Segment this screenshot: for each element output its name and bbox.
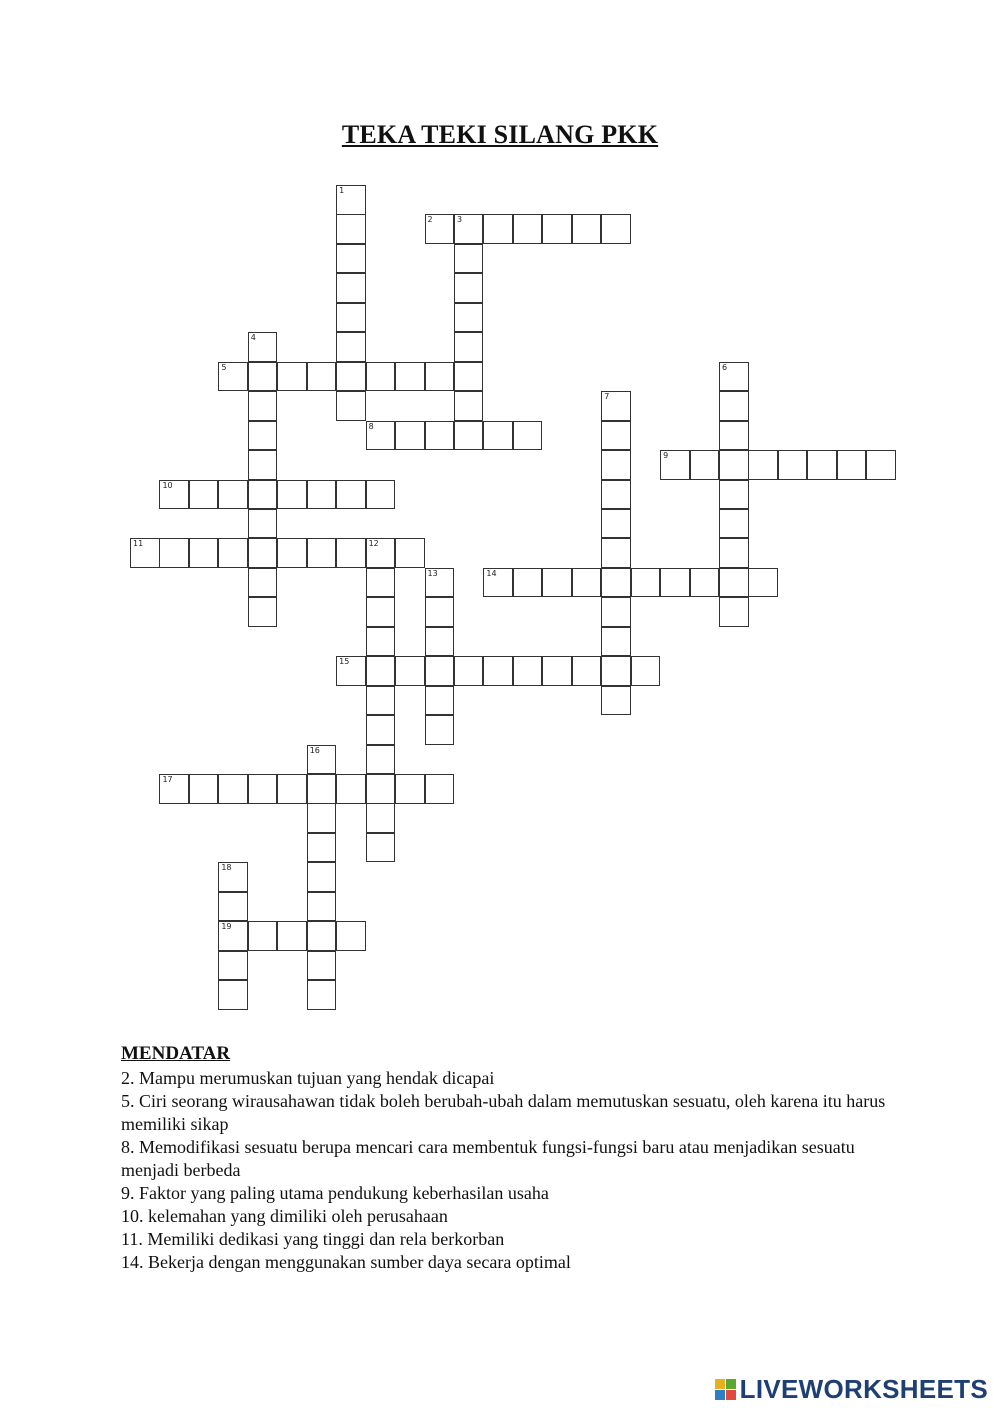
crossword-cell[interactable] (248, 774, 278, 804)
crossword-cell[interactable] (513, 568, 543, 598)
crossword-cell[interactable] (248, 450, 278, 480)
crossword-cell[interactable] (336, 185, 366, 215)
clue-number: 4 (250, 333, 256, 343)
crossword-cell[interactable] (601, 656, 631, 686)
crossword-cell[interactable] (248, 921, 278, 951)
crossword-cell[interactable] (366, 833, 396, 863)
crossword-cell[interactable] (307, 480, 337, 510)
clue-number: 11 (133, 539, 144, 549)
clue-number: 12 (368, 539, 379, 549)
crossword-cell[interactable] (248, 509, 278, 539)
crossword-cell[interactable] (248, 597, 278, 627)
crossword-cell[interactable] (189, 480, 219, 510)
crossword-cell[interactable] (248, 362, 278, 392)
crossword-cell[interactable] (336, 921, 366, 951)
crossword-cell[interactable] (601, 450, 631, 480)
crossword-cell[interactable] (336, 656, 366, 686)
crossword-cell[interactable] (366, 362, 396, 392)
crossword-cell[interactable] (218, 921, 248, 951)
crossword-cell[interactable] (395, 774, 425, 804)
crossword-cell[interactable] (189, 774, 219, 804)
crossword-cell[interactable] (572, 656, 602, 686)
crossword-cell[interactable] (277, 480, 307, 510)
clue-number: 18 (221, 863, 232, 873)
crossword-cell[interactable] (454, 656, 484, 686)
crossword-cell[interactable] (425, 774, 455, 804)
clues-section (121, 1043, 901, 1274)
crossword-cell[interactable] (366, 745, 396, 775)
crossword-cell[interactable] (307, 774, 337, 804)
crossword-cell[interactable] (483, 568, 513, 598)
crossword-cell[interactable] (601, 627, 631, 657)
crossword-cell[interactable] (159, 538, 189, 568)
crossword-cell[interactable] (601, 421, 631, 451)
clue-number: 16 (309, 745, 320, 755)
crossword-cell[interactable] (218, 980, 248, 1010)
crossword-cell[interactable] (425, 362, 455, 392)
crossword-cell[interactable] (248, 391, 278, 421)
clue-number: 13 (427, 568, 438, 578)
crossword-cell[interactable] (248, 332, 278, 362)
crossword-cell[interactable] (483, 656, 513, 686)
crossword-cell[interactable] (425, 214, 455, 244)
crossword-cell[interactable] (837, 450, 867, 480)
clue-number: 10 (162, 480, 173, 490)
crossword-cell[interactable] (307, 803, 337, 833)
clue-number: 19 (221, 922, 232, 932)
crossword-cell[interactable] (601, 509, 631, 539)
crossword-cell[interactable] (660, 568, 690, 598)
crossword-cell[interactable] (218, 862, 248, 892)
clue-number: 8 (368, 421, 374, 431)
clue-number: 15 (339, 657, 350, 667)
clue-number: 5 (221, 362, 227, 372)
crossword-cell[interactable] (366, 774, 396, 804)
crossword-cell[interactable] (336, 391, 366, 421)
crossword-cell[interactable] (336, 303, 366, 333)
crossword-cell[interactable] (366, 715, 396, 745)
clue-number: 17 (162, 775, 173, 784)
crossword-cell[interactable] (307, 951, 337, 981)
brand-logo (715, 1374, 988, 1405)
crossword-cell[interactable] (807, 450, 837, 480)
crossword-cell[interactable] (454, 362, 484, 392)
crossword-cell[interactable] (395, 656, 425, 686)
crossword-cell[interactable] (719, 450, 749, 480)
crossword-cell[interactable] (366, 421, 396, 451)
crossword-cell[interactable] (366, 803, 396, 833)
crossword-cell[interactable] (483, 421, 513, 451)
crossword-cell[interactable] (601, 538, 631, 568)
crossword-cell[interactable] (366, 686, 396, 716)
crossword-cell[interactable] (425, 568, 455, 598)
crossword-cell[interactable] (542, 568, 572, 598)
crossword-cell[interactable] (690, 568, 720, 598)
clue-number: 9 (663, 451, 669, 461)
crossword-cell[interactable] (425, 597, 455, 627)
crossword-cell[interactable] (425, 715, 455, 745)
crossword-cell[interactable] (454, 214, 484, 244)
crossword-cell[interactable] (660, 450, 690, 480)
crossword-cell[interactable] (248, 538, 278, 568)
crossword-cell[interactable] (336, 538, 366, 568)
crossword-cell[interactable] (218, 480, 248, 510)
crossword-cell[interactable] (307, 892, 337, 922)
crossword-cell[interactable] (601, 480, 631, 510)
crossword-cell[interactable] (336, 362, 366, 392)
crossword-cell[interactable] (336, 273, 366, 303)
crossword-cell[interactable] (454, 273, 484, 303)
crossword-cell[interactable] (542, 656, 572, 686)
crossword-cell[interactable] (454, 244, 484, 274)
crossword-cell[interactable] (719, 597, 749, 627)
crossword-cell[interactable] (601, 568, 631, 598)
crossword-cell[interactable] (336, 214, 366, 244)
crossword-cell[interactable] (277, 921, 307, 951)
crossword-cell[interactable] (336, 244, 366, 274)
crossword-cell[interactable] (159, 480, 189, 510)
crossword-cell[interactable] (454, 332, 484, 362)
crossword-cell[interactable] (336, 332, 366, 362)
crossword-cell[interactable] (866, 450, 896, 480)
crossword-cell[interactable] (307, 362, 337, 392)
crossword-cell[interactable] (719, 391, 749, 421)
crossword-cell[interactable] (218, 951, 248, 981)
crossword-cell[interactable] (248, 480, 278, 510)
clue-across-10: 10. kelemahan yang dimiliki oleh perusahaan (121, 1206, 448, 1226)
crossword-cell[interactable] (719, 568, 749, 598)
crossword-cell[interactable] (425, 627, 455, 657)
crossword-cell[interactable] (277, 362, 307, 392)
across-heading: MENDATAR (121, 1043, 231, 1064)
crossword-cell[interactable] (307, 921, 337, 951)
crossword-cell[interactable] (395, 538, 425, 568)
clue-number: 14 (486, 568, 497, 578)
crossword-cell[interactable] (631, 656, 661, 686)
clue-number: 7 (604, 392, 610, 402)
crossword-cell[interactable] (513, 214, 543, 244)
clue-across-8: 8. Memodifikasi sesuatu berupa mencari cara membentuk fungsi-fungsi baru atau menjadikan sesuatu menjadi berbeda (121, 1137, 855, 1180)
crossword-cell[interactable] (572, 214, 602, 244)
crossword-cell[interactable] (719, 509, 749, 539)
crossword-cell[interactable] (454, 391, 484, 421)
clue-number: 2 (427, 215, 433, 225)
clue-across-14: 14. Bekerja dengan menggunakan sumber daya secara optimal (121, 1252, 571, 1272)
crossword-cell[interactable] (748, 568, 778, 598)
crossword-cell[interactable] (366, 597, 396, 627)
crossword-cell[interactable] (601, 686, 631, 716)
clue-across-11: 11. Memiliki dedikasi yang tinggi dan rela berkorban (121, 1229, 505, 1249)
crossword-cell[interactable] (425, 421, 455, 451)
crossword-cell[interactable] (307, 745, 337, 775)
crossword-cell[interactable] (601, 597, 631, 627)
crossword-cell[interactable] (218, 774, 248, 804)
crossword-cell[interactable] (366, 568, 396, 598)
clue-number: 1 (339, 186, 345, 195)
liveworksheets-logo-icon (715, 1379, 736, 1400)
crossword-cell[interactable] (159, 774, 189, 804)
crossword-cell[interactable] (307, 862, 337, 892)
crossword-cell[interactable] (690, 450, 720, 480)
clue-number: 3 (456, 215, 463, 225)
crossword-cell[interactable] (395, 362, 425, 392)
crossword-cell[interactable] (513, 656, 543, 686)
clue-across-9: 9. Faktor yang paling utama pendukung keberhasilan usaha (121, 1183, 549, 1203)
crossword-cell[interactable] (248, 421, 278, 451)
crossword-cell[interactable] (748, 450, 778, 480)
crossword-cell[interactable] (277, 538, 307, 568)
crossword-cell[interactable] (425, 656, 455, 686)
crossword-cell[interactable] (366, 627, 396, 657)
crossword-cell[interactable] (395, 421, 425, 451)
clue-across-2: 2. Mampu merumuskan tujuan yang hendak dicapai (121, 1068, 495, 1088)
crossword-cell[interactable] (719, 538, 749, 568)
crossword-cell[interactable] (572, 568, 602, 598)
crossword-cell[interactable] (454, 303, 484, 333)
crossword-cell[interactable] (307, 538, 337, 568)
crossword-cell[interactable] (454, 421, 484, 451)
crossword-cell[interactable] (307, 833, 337, 863)
crossword-cell[interactable] (601, 214, 631, 244)
crossword-cell[interactable] (130, 538, 160, 568)
crossword-cell[interactable] (218, 362, 248, 392)
crossword-cell[interactable] (483, 214, 513, 244)
crossword-cell[interactable] (189, 538, 219, 568)
crossword-cell[interactable] (366, 538, 396, 568)
crossword-cell[interactable] (631, 568, 661, 598)
crossword-cell[interactable] (425, 686, 455, 716)
clue-number: 6 (722, 362, 728, 372)
crossword-cell[interactable] (601, 391, 631, 421)
crossword-cell[interactable] (336, 774, 366, 804)
crossword-cell[interactable] (719, 362, 749, 392)
crossword-cell[interactable] (218, 892, 248, 922)
crossword-cell[interactable] (778, 450, 808, 480)
page-title: TEKA TEKI SILANG PKK (341, 120, 659, 149)
clue-across-5: 5. Ciri seorang wirausahawan tidak boleh berubah-ubah dalam memutuskan sesuatu, oleh karena itu harus memiliki sikap (121, 1091, 886, 1134)
crossword-cell[interactable] (366, 656, 396, 686)
crossword-cell[interactable] (336, 480, 366, 510)
crossword-cell[interactable] (277, 774, 307, 804)
brand-name: LIVEWORKSHEETS (739, 1374, 988, 1404)
crossword-cell[interactable] (366, 480, 396, 510)
crossword-cell[interactable] (248, 568, 278, 598)
crossword-cell[interactable] (218, 538, 248, 568)
crossword-cell[interactable] (513, 421, 543, 451)
crossword-cell[interactable] (307, 980, 337, 1010)
crossword-cell[interactable] (719, 421, 749, 451)
crossword-cell[interactable] (542, 214, 572, 244)
crossword-cell[interactable] (719, 480, 749, 510)
